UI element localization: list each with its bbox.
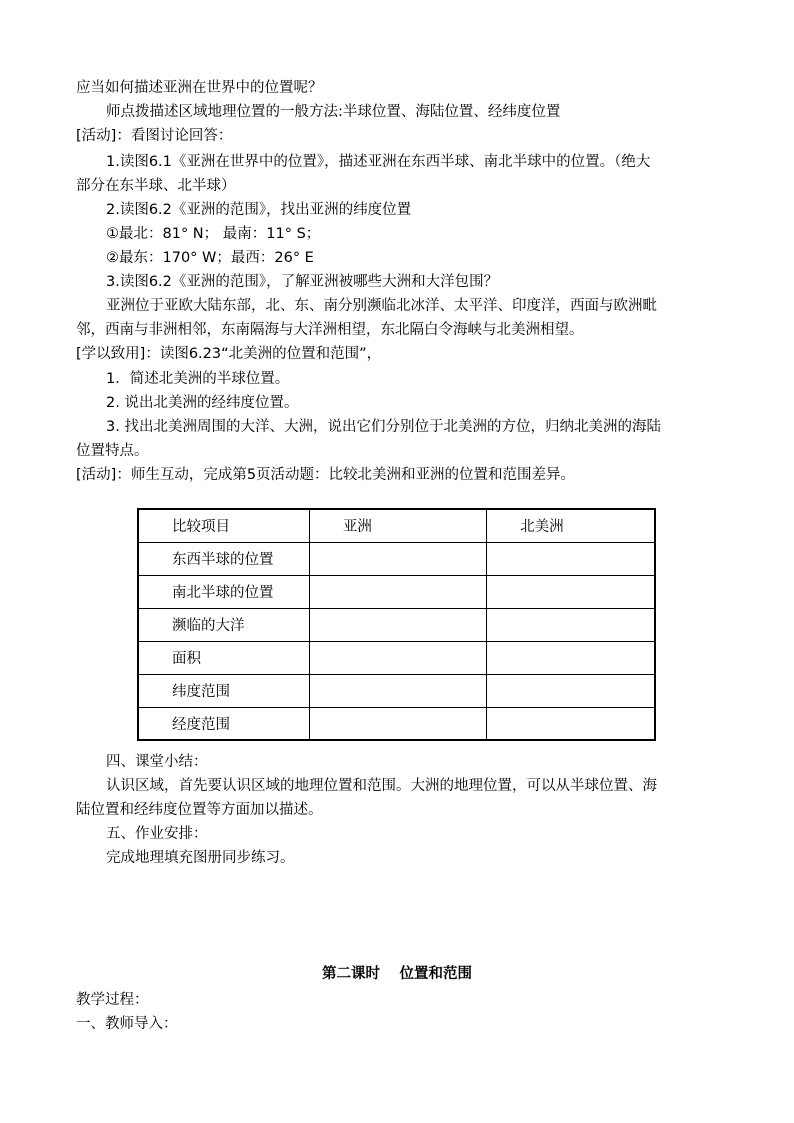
- text-line: 应当如何描述亚洲在世界中的位置呢？: [76, 80, 323, 96]
- table-cell: [309, 608, 486, 641]
- text-line: 陆位置和经纬度位置等方面加以描述。: [76, 802, 323, 818]
- table-row: [138, 575, 655, 608]
- text-line: 完成地理填充图册同步练习。: [106, 850, 295, 866]
- table-row: [138, 641, 655, 674]
- section-heading: 四、课堂小结：: [106, 754, 208, 770]
- text-line: 一、教师导入：: [76, 1016, 178, 1032]
- text-line: 1．简述北美洲的半球位置。: [106, 371, 290, 387]
- text-line: 2. 说出北美洲的经纬度位置。: [106, 395, 299, 411]
- text-line: [学以致用]：读图6.23“北美洲的位置和范围”，: [76, 346, 382, 362]
- lesson-title: 第二课时 位置和范围: [321, 966, 473, 982]
- text-line: 师点拨描述区域地理位置的一般方法:半球位置、海陆位置、经纬度位置: [106, 104, 561, 120]
- table-cell: [487, 608, 655, 641]
- text-line: 部分在东半球、北半球）: [76, 178, 236, 194]
- text-line: 3.读图6.2《亚洲的范围》，了解亚洲被哪些大洲和大洋包围？: [106, 274, 499, 290]
- table-row: [138, 707, 655, 740]
- table-row: [138, 608, 655, 641]
- text-line: [活动]：师生互动，完成第5页活动题：比较北美洲和亚洲的位置和范围差异。: [76, 467, 576, 483]
- text-line: 邻，西南与非洲相邻，东南隔海与大洋洲相望，东北隔白令海峡与北美洲相望。: [76, 322, 584, 338]
- table-cell: [487, 674, 655, 707]
- table-cell: [309, 542, 486, 575]
- table-header-row: [138, 509, 655, 542]
- table-cell: [309, 707, 486, 740]
- table-cell: 经度范围: [138, 707, 309, 740]
- table-cell: [487, 575, 655, 608]
- text-line: 教学过程：: [76, 992, 149, 1008]
- text-line: [活动]：看图讨论回答：: [76, 128, 233, 144]
- table-row: [138, 542, 655, 575]
- text-line: 3. 找出北美洲周围的大洋、大洲，说出它们分别位于北美洲的方位，归纳北美洲的海陆: [106, 419, 661, 435]
- table-row: [138, 674, 655, 707]
- text-line: 位置特点。: [76, 443, 149, 459]
- section-heading: 五、作业安排：: [106, 826, 208, 842]
- text-line: ②最东：170° W；最西：26° E: [106, 250, 314, 266]
- table-cell: 濒临的大洋: [138, 608, 309, 641]
- text-line: 认识区域，首先要认识区域的地理位置和范围。大洲的地理位置，可以从半球位置、海: [106, 778, 657, 794]
- text-line: 2.读图6.2《亚洲的范围》，找出亚洲的纬度位置: [106, 202, 412, 218]
- text-line: 亚洲位于亚欧大陆东部，北、东、南分别濒临北冰洋、太平洋、印度洋，西面与欧洲毗: [106, 298, 657, 314]
- text-line: 1.读图6.1《亚洲在世界中的位置》，描述亚洲在东西半球、南北半球中的位置。（绝大: [106, 154, 651, 170]
- table-cell: [487, 707, 655, 740]
- table-cell: 纬度范围: [138, 674, 309, 707]
- table-header-cell: 北美洲: [487, 509, 655, 542]
- table-header-cell: 亚洲: [309, 509, 486, 542]
- table-cell: [487, 641, 655, 674]
- table-cell: [309, 641, 486, 674]
- table-cell: 面积: [138, 641, 309, 674]
- comparison-table: [137, 508, 656, 741]
- table-cell: [487, 542, 655, 575]
- table-cell: [309, 575, 486, 608]
- table-cell: [309, 674, 486, 707]
- text-line: ①最北：81° N； 最南：11° S；: [106, 226, 321, 242]
- table-cell: 南北半球的位置: [138, 575, 309, 608]
- table-header-cell: 比较项目: [138, 509, 309, 542]
- table-cell: 东西半球的位置: [138, 542, 309, 575]
